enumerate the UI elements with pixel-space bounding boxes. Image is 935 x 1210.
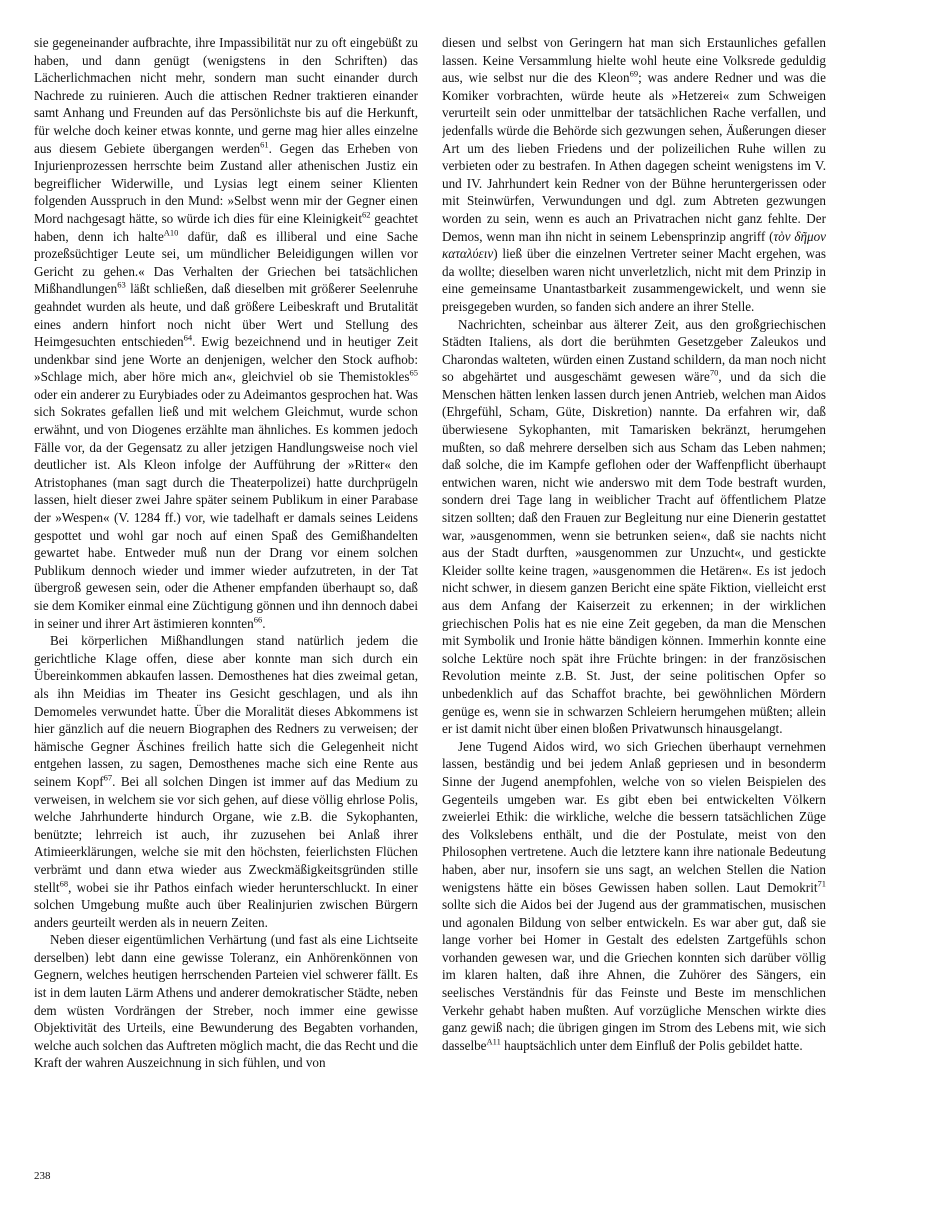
footnote-marker: 63 <box>117 279 126 290</box>
greek-phrase: τὸν δῆμον καταλύειν <box>442 228 826 262</box>
right-text-column <box>442 34 826 1184</box>
footnote-marker: 67 <box>103 772 113 783</box>
paragraph <box>34 632 418 931</box>
footnote-marker: 68 <box>59 878 69 889</box>
text-run: . <box>262 615 266 631</box>
text-run: , wobei sie ihr Pathos einfach wieder herunterschluckt. In einer solchen Umgebung mußte auch über Realinjurien zwischen Bürgern anders geurteilt werden als in neuern Zeiten. <box>34 879 418 930</box>
text-run: Neben dieser eigentümlichen Verhärtung (und fast als eine Lichtseite derselben) lebt dann eine gewisse Toleranz, ein Anhörenkönnen von Gegnern, welches heutigen herrschenden Parteien viel schwerer fällt. Es ist in dem lauten Lärm Athens und anderer demokratischer Städte, neben dem wüsten Vordrängen der Streber, noch immer eine gewisse Objektivität des Urteils, eine Bewunderung des Begabten vorhanden, welche auch solchen das Auftreten möglich macht, die das Recht und die Kraft der wahren Auszeichnung in sich fühlen, und von <box>34 932 418 1071</box>
text-run: Bei körperlichen Mißhandlungen stand natürlich jedem die gerichtliche Klage offen, diese aber konnte man sich durch ein Übereinkommen abkaufen lassen. Demosthenes hat dies zweimal getan, als ihn Meidias im Theater ins Gesicht geschlagen, und als ihn Demomeles verwundet hatte. Über die Moralität dieses Abkommens ist hier gänzlich auf die neuern Biographen des Redners zu verweisen; der hämische Gegner Äschines freilich hatte sich die Gelegenheit nicht entgehen lassen, zu sagen, Demosthenes mache sich eine Rente aus seinem Kopf <box>34 633 418 789</box>
text-run: ) ließ über die einzelnen Vertreter seiner Macht ergehen, was da wollte; dieselben waren nicht unverletzlich, nicht mit dem Prinzip in eine gemeinsame Unantastbarkeit zusammengewickelt, und wenn sie preisgegeben wurden, so fanden sich andere an ihrer Stelle. <box>442 246 826 314</box>
text-run: diesen und selbst von Geringern hat man sich Erstaunliches gefallen lassen. Keine Versammlung hielte wohl heute eine Volksrede geduldig aus, wie selbst nur die des Kleon <box>442 35 826 86</box>
left-text-column <box>34 34 418 1184</box>
footnote-marker: 64 <box>183 332 193 343</box>
text-run: hauptsächlich unter dem Einfluß der Polis gebildet hatte. <box>500 1037 803 1053</box>
footnote-marker: 70 <box>709 367 719 378</box>
footnote-marker: 69 <box>629 68 639 79</box>
text-run: oder ein anderer zu Eurybiades oder zu Adeimantos gesprochen hat. Was sich Sokrates gefallen ließ und mit welchem Gleichmut, wurde schon erwähnt, und von Diogenes erzählte man ähnliches. Es kommen jedoch Fälle vor, da der Gegensatz zu aller jetzigen Handlungsweise noch viel deutlicher ist. Als Kleon infolge der Aufführung der »Ritter« den Atristophanes (man sagt durch die Theaterpolizei) hatte durchprügeln lassen, hielt dieser zwei Jahre später seinem Publikum in einer Parabase der »Wespen« (V. 1284 ff.) vor, wie tadelhaft er damals seines Leidens gespottet und wohl gar noch auf einen Spaß des Gemißhandelten gewartet habe. Entweder muß nun der Drang vor einem solchen Publikum dennoch wieder und immer wieder aufzutreten, in der Tat übergroß gewesen sein, oder die Athener empfanden überhaupt so, daß sie dem Komiker einmal eine Züchtigung gönnen und ihn dennoch dabei in seiner und ihrer Art ästimieren konnten <box>34 386 418 631</box>
text-run: , und da sich die Menschen hätten lenken lassen durch jenen Antrieb, welchen man Aidos (Ehrgefühl, Scham, Güte, Diskretion) nannte. Da erfahren wir, daß überwiesene Sykophanten, mit Tamarisken bekränzt, herumgehen mußten, so daß mehrere derselben sich aus Scham das Leben nahmen; daß solche, die im Kampfe geflohen oder der Waffenpflicht überhaupt entwichen waren, nicht wie anderswo mit dem Tode bestraft wurden, sondern drei Tage lang in weiblicher Tracht auf öffentlichem Platze sitzen sollten; daß den Frauen zur Begleitung nur eine Dienerin gestattet war, »ausgenommen, wenn sie betrunken seien«, daß sie nachts nicht aus der Stadt durften, »ausgenommen zur Unzucht«, und gestickte Kleider sollte keine tragen, »ausgenommen die Hetären«. Es ist jedoch nicht schwer, in diesem ganzen Bericht eine späte Fiktion, vielleicht erst aus dem Anfang der Kaiserzeit zu erkennen; in der wirklichen griechischen Polis hat es nie eine Zeit gegeben, da man die Menschen mit Symbolik und Ironie hätte bändigen können. Immerhin konnte eine solche Lektüre noch spät ihre Früchte bringen: in der französischen Revolution meinte z.B. St. Just, der seine politischen Opfer so unbedenklich auf das Schaffot brachte, bei gewöhnlichen Mördern genüge es, wenn sie in schwarzen Schleiern herumgehen müßten; allein er ist damit nicht über einen bloßen Privatwunsch hinausgelangt. <box>442 369 826 737</box>
text-run: geachtet haben, denn ich halte <box>34 210 418 244</box>
text-run: . Ewig bezeichnend und in heutiger Zeit undenkbar sind jene Worte an denjenigen, welcher den Stock aufhob: »Schlage mich, aber höre mich an«, gleichviel ob sie Themistokles <box>34 334 418 385</box>
paragraph <box>34 34 418 632</box>
page-number: 238 <box>34 1170 51 1182</box>
text-run: sie gegeneinander aufbrachte, ihre Impassibilität nur zu oft eingebüßt zu haben, und dann genügt (wenigstens in den Schriften) das Lächerlichmachen nicht mehr, sondern man sucht einander durch Nachrede zu ruinieren. Auch die attischen Redner traktieren einander samt Anhang und Freunden auf das Persönlichste bis auf die Herkunft, für welche doch keiner etwas konnte, und gerne mag hier alles einzelne aus diesem Gebiete übergangen werden <box>34 35 418 156</box>
paragraph <box>442 34 826 316</box>
text-run: Nachrichten, scheinbar aus älterer Zeit, aus den großgriechischen Städten Italiens, als dort die berühmten Gesetzgeber Zaleukos und Charondas walteten, würden einen Zustand schildern, da man noch nicht so abgehärtet und ausgeschämt gewesen wäre <box>442 316 826 385</box>
text-run: Jene Tugend Aidos wird, wo sich Griechen überhaupt vernehmen lassen, beständig und bei jedem Anlaß gepriesen und in besonderm Sinne der Jugend anempfohlen, welche von so vielen Beispielen des Gegenteils umgeben war. Es gibt eben bei entwickelten Völkern zweierlei Ethik: die wirkliche, welche die bessern tatsächlichen Züge des Volkslebens enthält, und die der Postulate, meist von den Philosophen vertretene. Auch die letztere kann ihre nationale Bedeutung haben, aber nur, insofern sie uns sagt, an welchen Stellen die Nation wenigstens hätte ein böses Gewissen haben sollen. Laut Demokrit <box>442 738 826 895</box>
footnote-marker: A10 <box>163 227 179 238</box>
text-run: ; was andere Redner und was die Komiker vorbrachten, würde heute als »Hetzerei« zum Schweigen verurteilt sein oder unmittelbar der tatsächlichen Rache verfallen, und jedenfalls würde die Behörde sich gezwungen sehen, Äußerungen dieser Art um des lieben Friedens und der polizeilichen Ruhe willen zu verbieten oder zu bestrafen. In Athen dagegen scheint wenigstens im V. und IV. Jahrhundert kein Redner von der Bühne heruntergerissen oder mit Steinwürfen, Verwundungen und dgl. zum Abtreten gezwungen worden zu sein, wenn es auch an Privatrachen nicht ganz fehlte. Der Demos, wenn man ihn nicht in seinem Lebensprinzip angriff ( <box>442 70 826 244</box>
text-run: läßt schließen, daß dieselben mit größerer Seelenruhe geahndet wurden als heute, und daß größere Leibeskraft und Brutalität eines andern hinfort noch nicht über Wert und Stellung des Heimgesuchten entschieden <box>34 281 418 350</box>
text-run: . Bei all solchen Dingen ist immer auf das Medium zu verweisen, in welchem sie vor sich gehen, auf diese völlig ehrlose Polis, welche Jahrhunderte hindurch Organe, wie z.B. die Sykophanten, benützte; lehrreich ist auch, ihr zuzusehen bei Anlaß ihrer Atimieerklärungen, welche sie mit den höchsten, feierlichsten Flüchen verbrämt und dann etwa wieder aus Zweckmäßigkeitsgründen stille stellt <box>34 773 418 895</box>
footnote-marker: 71 <box>817 878 826 889</box>
footnote-marker: 62 <box>362 209 371 220</box>
paragraph <box>34 931 418 1072</box>
paragraph <box>442 316 826 738</box>
paragraph <box>442 738 826 1055</box>
footnote-marker: 66 <box>253 614 263 625</box>
text-run: sollte sich die Aidos bei der Jugend aus der grammatischen, musischen und agonalen Bildung von selber entwickeln. Es war aber gut, daß sie lange vorher bei Homer in Gestalt des edelsten Zartgefühls schon vorhanden gewesen war, und die Griechen konnten sich darüber völlig im klaren halten, daß ihre Ahnen, die Zuhörer des Sängers, ein seelisches Verständnis für das Feinste und Beste im menschlichen Verkehr gehabt haben mußten. Auf vorzügliche Menschen wirkte dies ganz gewiß nach; die übrigen gingen im Strom des Lebens mit, wie sich dasselbe <box>442 897 826 1053</box>
text-run: dafür, daß es illiberal und eine Sache prozeßsüchtiger Leute sei, um mündlicher Beleidigungen willen vor Gericht zu gehen.« Das Verhalten der Griechen bei tatsächlichen Mißhandlungen <box>34 228 418 297</box>
text-run: . Gegen das Erheben von Injurienprozessen herrschte beim Zustand aller athenischen Justiz ein begreiflicher Widerwille, und Lysias legt einem seiner Klienten folgenden Ausspruch in den Mund: »Selbst wenn mir der Gegner einen Mord nachgesagt hätte, so würde ich dies für eine Kleinigkeit <box>34 140 418 226</box>
footnote-marker: 61 <box>260 139 269 150</box>
footnote-marker: A11 <box>486 1036 501 1047</box>
footnote-marker: 65 <box>409 367 418 378</box>
